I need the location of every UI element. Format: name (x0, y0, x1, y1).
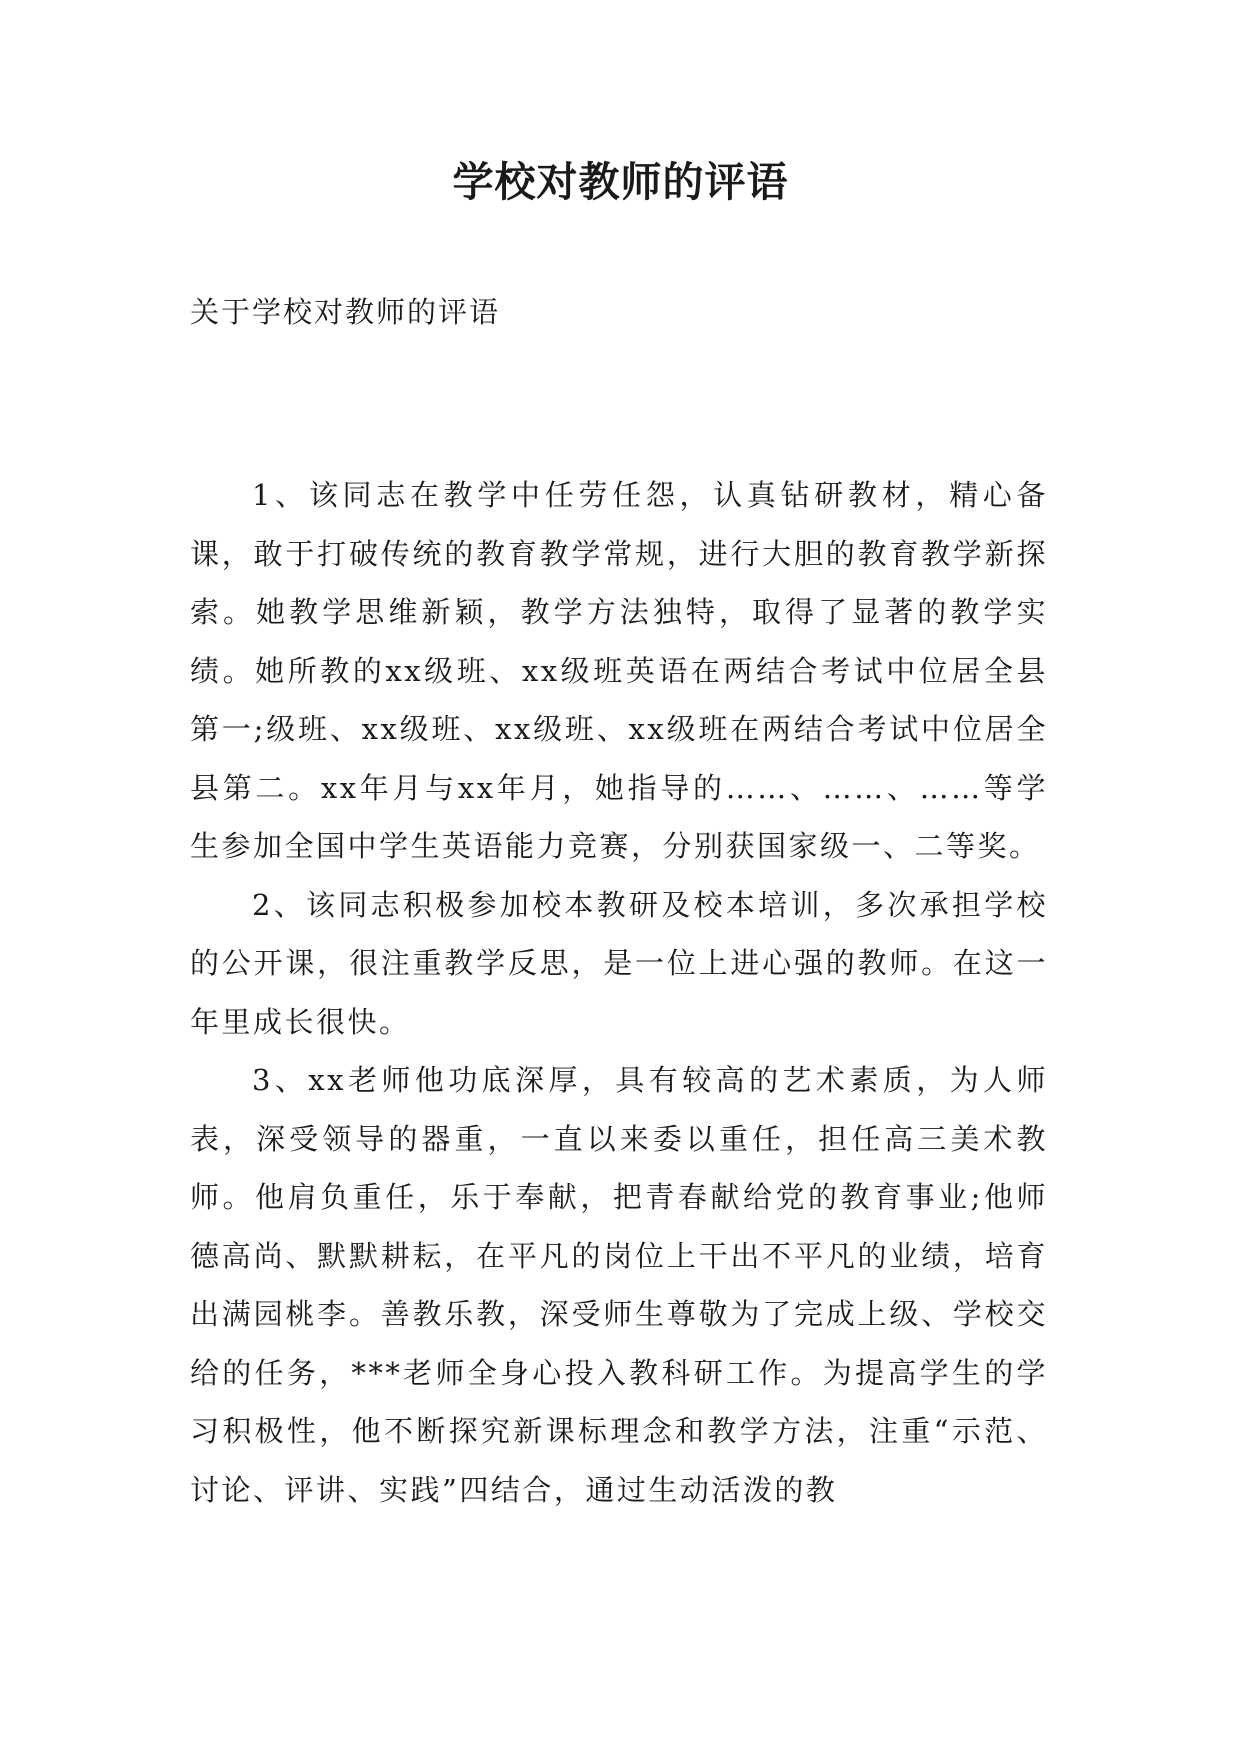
paragraph-1: 1、该同志在教学中任劳任怨，认真钻研教材，精心备课，敢于打破传统的教育教学常规，进行大胆的教育教学新探索。她教学思维新颖，教学方法独特，取得了显著的教学实绩。她所教的xx级班、xx级班英语在两结合考试中位居全县第一;级班、xx级班、xx级班、xx级班在两结合考试中位居全县第二。xx年月与xx年月，她指导的……、……、……等学生参加全国中学生英语能力竞赛，分别获国家级一、二等奖。 (190, 478, 1048, 863)
paragraph-2: 2、该同志积极参加校本教研及校本培训，多次承担学校的公开课，很注重教学反思，是一位上进心强的教师。在这一年里成长很快。 (190, 887, 1048, 1039)
document-body (190, 466, 1048, 1519)
paragraph-3: 3、xx老师他功底深厚，具有较高的艺术素质，为人师表，深受领导的器重，一直以来委以重任，担任高三美术教师。他肩负重任，乐于奉献，把青春献给党的教育事业;他师德高尚、默默耕耘，在平凡的岗位上干出不平凡的业绩，培育出满园桃李。善教乐教，深受师生尊敬为了完成上级、学校交给的任务，***老师全身心投入教科研工作。为提高学生的学习积极性，他不断探究新课标理念和教学方法，注重“示范、讨论、评讲、实践”四结合，通过生动活泼的教 (190, 1063, 1048, 1507)
document-title: 学校对教师的评语 (452, 158, 789, 206)
document-subtitle: 关于学校对教师的评语 (190, 295, 501, 329)
